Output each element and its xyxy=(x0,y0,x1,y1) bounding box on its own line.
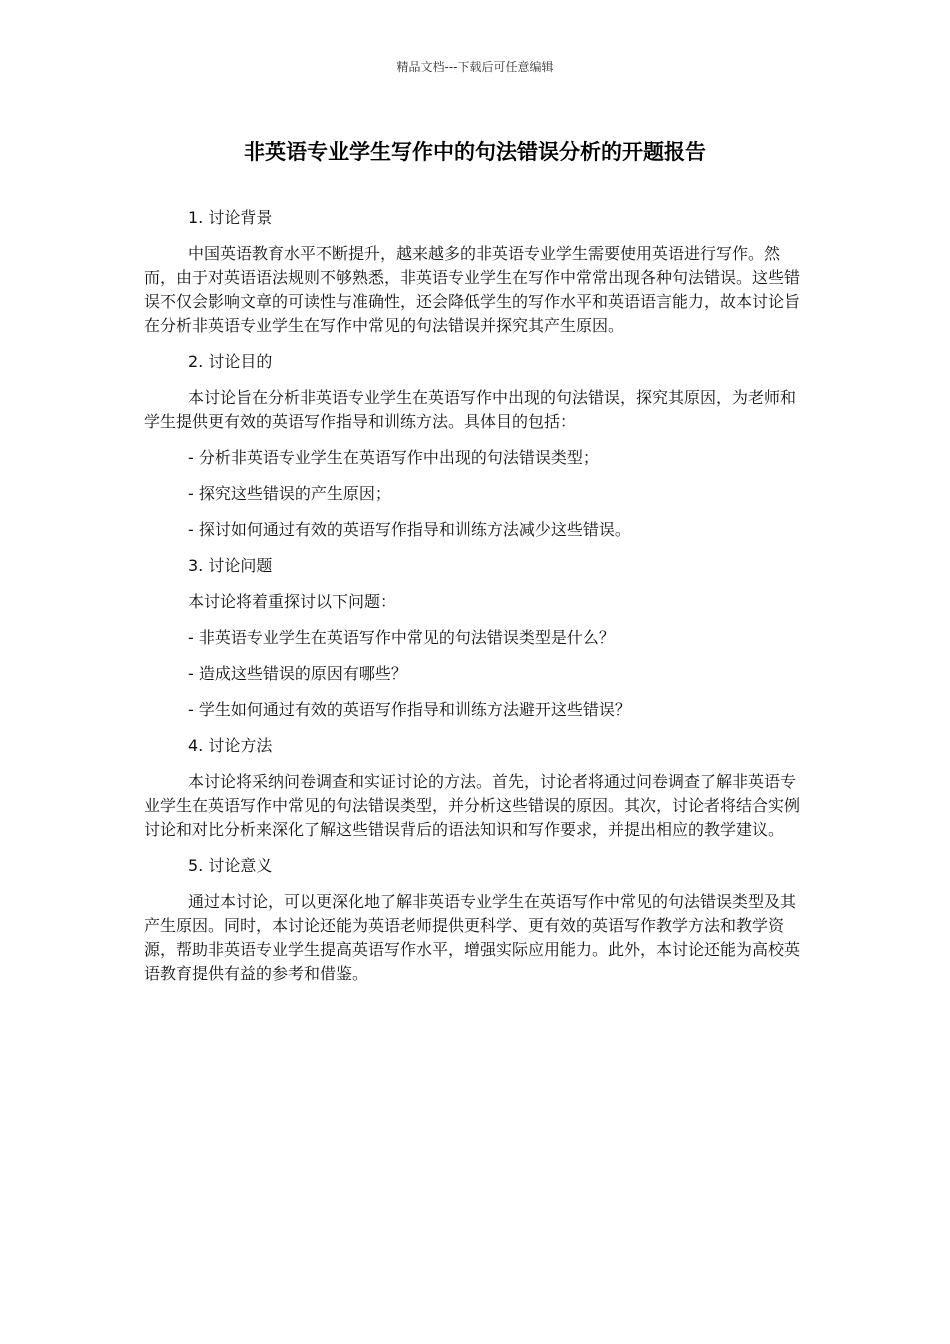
significance-paragraph: 通过本讨论，可以更深化地了解非英语专业学生在英语写作中常见的句法错误类型及其产生原因。同时，本讨论还能为英语老师提供更科学、更有效的英语写作教学方法和教学资源，帮助非英语专业学生提高英语写作水平，增强实际应用能力。此外，本讨论还能为高校英语教育提供有益的参考和借鉴。 xyxy=(144,892,801,983)
question-list-item: - 造成这些错误的原因有哪些？ xyxy=(188,664,407,683)
document-title: 非英语专业学生写作中的句法错误分析的开题报告 xyxy=(244,140,706,164)
section-heading-background: 1. 讨论背景 xyxy=(188,208,273,227)
background-paragraph: 中国英语教育水平不断提升，越来越多的非英语专业学生需要使用英语进行写作。然而，由于对英语语法规则不够熟悉，非英语专业学生在写作中常常出现各种句法错误。这些错误不仅会影响文章的可读性与准确性，还会降低学生的写作水平和英语语言能力，故本讨论旨在分析非英语专业学生在写作中常见的句法错误并探究其产生原因。 xyxy=(144,244,801,335)
section-heading-purpose: 2. 讨论目的 xyxy=(188,352,273,371)
document-body xyxy=(144,206,808,998)
question-list-item: - 学生如何通过有效的英语写作指导和训练方法避开这些错误？ xyxy=(188,700,631,719)
header-note: 精品文档---下载后可任意编辑 xyxy=(396,60,554,74)
question-list-item: - 非英语专业学生在英语写作中常见的句法错误类型是什么？ xyxy=(188,628,615,647)
method-paragraph: 本讨论将采纳问卷调查和实证讨论的方法。首先，讨论者将通过问卷调查了解非英语专业学生在英语写作中常见的句法错误类型，并分析这些错误的原因。其次，讨论者将结合实例讨论和对比分析来深化了解这些错误背后的语法知识和写作要求，并提出相应的教学建议。 xyxy=(144,772,801,839)
purpose-list-item: - 探讨如何通过有效的英语写作指导和训练方法减少这些错误。 xyxy=(188,520,631,539)
section-heading-significance: 5. 讨论意义 xyxy=(188,856,273,875)
section-heading-method: 4. 讨论方法 xyxy=(188,736,273,755)
purpose-paragraph: 本讨论旨在分析非英语专业学生在英语写作中出现的句法错误，探究其原因，为老师和学生提供更有效的英语写作指导和训练方法。具体目的包括： xyxy=(144,388,797,431)
questions-intro: 本讨论将着重探讨以下问题： xyxy=(188,592,397,611)
purpose-list-item: - 分析非英语专业学生在英语写作中出现的句法错误类型； xyxy=(188,448,599,467)
section-heading-questions: 3. 讨论问题 xyxy=(188,556,273,575)
purpose-list-item: - 探究这些错误的产生原因； xyxy=(188,484,391,503)
